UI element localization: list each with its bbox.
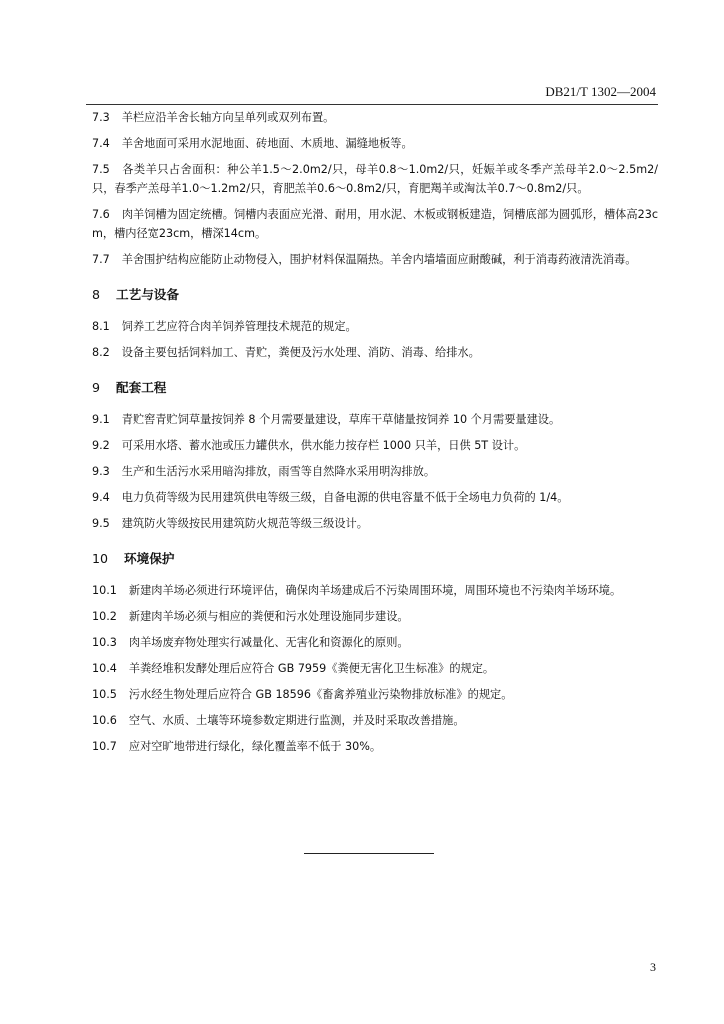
clause-number: 10.5 xyxy=(92,688,117,701)
clause-text: 羊粪经堆积发酵处理后应符合 GB 7959《粪便无害化卫生标准》的规定。 xyxy=(128,662,495,675)
clause-text: 新建肉羊场必须与相应的粪便和污水处理设施同步建设。 xyxy=(128,610,409,623)
clause-paragraph xyxy=(92,462,658,481)
clause-number: 9.2 xyxy=(92,439,110,452)
standard-code: DB21/T 1302—2004 xyxy=(545,84,656,99)
clause-text: 生产和生活污水采用暗沟排放，雨雪等自然降水采用明沟排放。 xyxy=(121,465,436,478)
clause-paragraph xyxy=(92,343,658,362)
clause-paragraph xyxy=(92,134,658,153)
clause-text: 肉羊场废弃物处理实行减量化、无害化和资源化的原则。 xyxy=(128,636,409,649)
clause-paragraph xyxy=(92,160,658,198)
section-heading xyxy=(92,378,658,398)
clause-number: 7.5 xyxy=(92,163,110,176)
clause-paragraph xyxy=(92,205,658,243)
clause-paragraph xyxy=(92,685,658,704)
section-title: 工艺与设备 xyxy=(116,287,179,302)
clause-text: 羊舍围护结构应能防止动物侵入，围护材料保温隔热。羊舍内墙墙面应耐酸碱，利于消毒药液清洗消毒。 xyxy=(121,253,637,266)
clause-paragraph xyxy=(92,737,658,756)
clause-text: 污水经生物处理后应符合 GB 18596《畜禽养殖业污染物排放标准》的规定。 xyxy=(128,688,513,701)
clause-paragraph xyxy=(92,514,658,533)
clause-number: 10.1 xyxy=(92,584,117,597)
clause-paragraph xyxy=(92,581,658,600)
section-number: 10 xyxy=(92,551,109,566)
document-body xyxy=(92,108,658,763)
clause-paragraph xyxy=(92,108,658,127)
page-number: 3 xyxy=(650,960,656,974)
clause-number: 7.6 xyxy=(92,208,110,221)
clause-number: 9.3 xyxy=(92,465,110,478)
clause-text: 各类羊只占舍面积：种公羊1.5～2.0m2/只，母羊0.8～1.0m2/只，妊娠羊或冬季产羔母羊2.0～2.5m2/只，春季产羔母羊1.0～1.2m2/只，育肥羔羊0.6～0.8m2/只，育肥羯羊或淘汰羊0.7～0.8m2/只。 xyxy=(92,163,658,195)
clause-text: 建筑防火等级按民用建筑防火规范等级三级设计。 xyxy=(121,517,368,530)
clause-number: 10.6 xyxy=(92,714,117,727)
clause-paragraph xyxy=(92,607,658,626)
clause-number: 7.7 xyxy=(92,253,110,266)
header-divider xyxy=(86,104,658,105)
clause-number: 9.5 xyxy=(92,517,110,530)
clause-paragraph xyxy=(92,711,658,730)
clause-number: 8.2 xyxy=(92,346,110,359)
clause-paragraph xyxy=(92,410,658,429)
clause-paragraph xyxy=(92,317,658,336)
clause-number: 10.2 xyxy=(92,610,117,623)
section-heading xyxy=(92,285,658,305)
section-number: 9 xyxy=(92,380,101,395)
clause-paragraph xyxy=(92,250,658,269)
clause-paragraph xyxy=(92,436,658,455)
clause-text: 羊栏应沿羊舍长轴方向呈单列或双列布置。 xyxy=(121,111,335,124)
section-number: 8 xyxy=(92,287,101,302)
clause-number: 10.7 xyxy=(92,740,117,753)
clause-text: 青贮窖青贮饲草量按饲养 8 个月需要量建设，草库干草储量按饲养 10 个月需要量建设。 xyxy=(121,413,561,426)
clause-text: 可采用水塔、蓄水池或压力罐供水，供水能力按存栏 1000 只羊，日供 5T 设计。 xyxy=(121,439,526,452)
clause-number: 10.4 xyxy=(92,662,117,675)
clause-number: 8.1 xyxy=(92,320,110,333)
clause-paragraph xyxy=(92,633,658,652)
clause-text: 肉羊饲槽为固定统槽。饲槽内表面应光滑、耐用，用水泥、木板或钢板建造，饲槽底部为圆弧形，槽体高23cm，槽内径宽23cm，槽深14cm。 xyxy=(92,208,658,240)
clause-paragraph xyxy=(92,659,658,678)
section-title: 环境保护 xyxy=(124,551,175,566)
clause-number: 7.3 xyxy=(92,111,110,124)
clause-text: 空气、水质、土壤等环境参数定期进行监测，并及时采取改善措施。 xyxy=(128,714,465,727)
section-heading xyxy=(92,549,658,569)
clause-paragraph xyxy=(92,488,658,507)
clause-number: 9.1 xyxy=(92,413,110,426)
clause-number: 9.4 xyxy=(92,491,110,504)
clause-number: 10.3 xyxy=(92,636,117,649)
clause-text: 饲养工艺应符合肉羊饲养管理技术规范的规定。 xyxy=(121,320,357,333)
clause-text: 羊舍地面可采用水泥地面、砖地面、木质地、漏缝地板等。 xyxy=(121,137,413,150)
section-title: 配套工程 xyxy=(116,380,167,395)
clause-text: 新建肉羊场必须进行环境评估，确保肉羊场建成后不污染周围环境，周围环境也不污染肉羊场环境。 xyxy=(128,584,622,597)
clause-number: 7.4 xyxy=(92,137,110,150)
clause-text: 应对空旷地带进行绿化，绿化覆盖率不低于 30%。 xyxy=(128,740,382,753)
clause-text: 设备主要包括饲料加工、青贮，粪便及污水处理、消防、消毒、给排水。 xyxy=(121,346,480,359)
clause-text: 电力负荷等级为民用建筑供电等级三级，自备电源的供电容量不低于全场电力负荷的 1/4。 xyxy=(121,491,569,504)
end-divider xyxy=(304,853,434,854)
